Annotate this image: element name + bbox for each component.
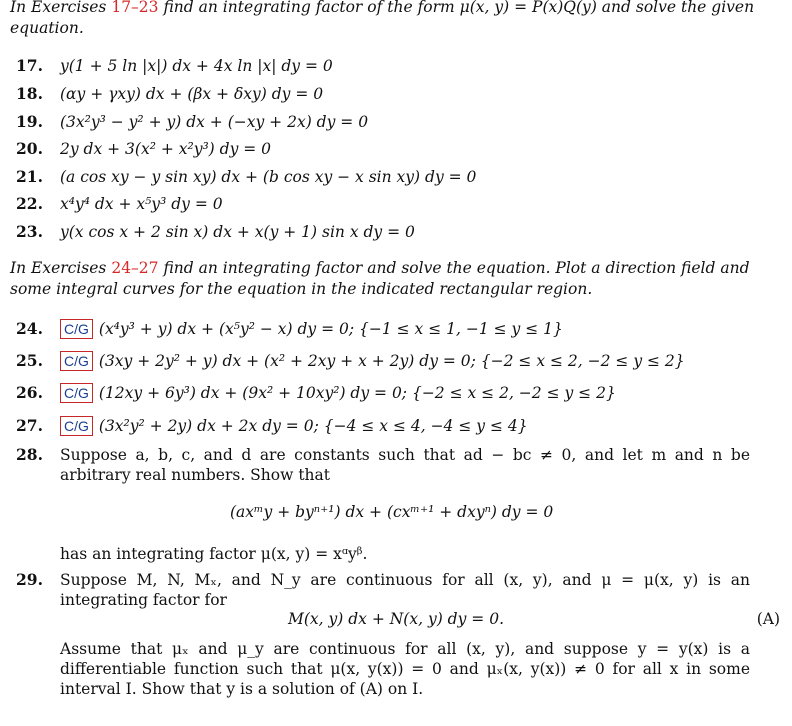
exercise-range-link[interactable]: 24–27	[111, 259, 159, 277]
exercise-equation: (3x²y³ − y² + y) dx + (−xy + 2x) dy = 0	[60, 113, 369, 131]
exercise-number: 24.	[16, 319, 43, 338]
exercise-28-display-equation: (axᵐy + byⁿ⁺¹) dx + (cxᵐ⁺¹ + dxyⁿ) dy = 0	[230, 503, 554, 521]
exercise-equation: 2y dx + 3(x² + x²y³) dy = 0	[60, 140, 272, 158]
exercise-number: 20.	[16, 139, 43, 158]
exercise-number: 23.	[16, 222, 43, 241]
exercise-equation: (αy + γxy) dx + (βx + δxy) dy = 0	[60, 85, 324, 103]
intro-suffix: find an integrating factor and solve the equation. Plot a direction field and some integral curves for the equation in the indicated rectangular region.	[10, 259, 750, 298]
exercise-equation: (3x²y² + 2y) dx + 2x dy = 0; {−4 ≤ x ≤ 4, −4 ≤ y ≤ 4}	[98, 417, 528, 435]
exercise-equation: (x⁴y³ + y) dx + (x⁵y² − x) dy = 0; {−1 ≤ x ≤ 1, −1 ≤ y ≤ 1}	[98, 320, 563, 338]
cg-badge[interactable]: C/G	[60, 351, 93, 371]
exercise-equation: (12xy + 6y³) dx + (9x² + 10xy²) dy = 0; {−2 ≤ x ≤ 2, −2 ≤ y ≤ 2}	[98, 384, 616, 402]
exercise-number: 28.	[16, 445, 43, 464]
exercise-number: 25.	[16, 351, 43, 370]
exercise-text: Suppose a, b, c, and d are constants such that ad − bc ≠ 0, and let m and n be arbitrary real numbers. Show that	[60, 446, 750, 484]
section1-intro	[10, 0, 780, 39]
exercise-number: 21.	[16, 167, 43, 186]
exercise-number: 26.	[16, 383, 43, 402]
exercise-number: 18.	[16, 84, 43, 103]
exercise-equation: y(1 + 5 ln |x|) dx + 4x ln |x| dy = 0	[60, 57, 333, 75]
exercise-equation: (a cos xy − y sin xy) dx + (b cos xy − x sin xy) dy = 0	[60, 168, 477, 186]
intro-suffix: find an integrating factor of the form μ(x, y) = P(x)Q(y) and solve the given equation.	[10, 0, 755, 37]
intro-prefix: In Exercises	[10, 0, 112, 16]
exercise-equation: y(x cos x + 2 sin x) dx + x(y + 1) sin x dy = 0	[60, 223, 415, 241]
exercise-text: Assume that μₓ and μ_y are continuous for all (x, y), and suppose y = y(x) is a differentiable function such that μ(x, y(x)) = 0 and μₓ(x, y(x)) ≠ 0 for all x in some interval I. Show that y is a solution of (A) on I.	[60, 640, 750, 698]
exercise-range-link[interactable]: 17–23	[111, 0, 159, 16]
section2-intro	[10, 258, 780, 300]
exercise-text: Suppose M, N, Mₓ, and N_y are continuous for all (x, y), and μ = μ(x, y) is an integrating factor for	[60, 571, 750, 609]
exercise-number: 19.	[16, 112, 43, 131]
exercise-equation: (3xy + 2y² + y) dx + (x² + 2xy + x + 2y) dy = 0; {−2 ≤ x ≤ 2, −2 ≤ y ≤ 2}	[98, 352, 685, 370]
exercise-equation: x⁴y⁴ dx + x⁵y³ dy = 0	[60, 195, 223, 213]
cg-badge[interactable]: C/G	[60, 416, 93, 436]
cg-badge[interactable]: C/G	[60, 319, 93, 339]
exercise-number: 29.	[16, 570, 43, 589]
equation-tag: (A)	[756, 610, 780, 628]
exercise-number: 22.	[16, 194, 43, 213]
intro-prefix: In Exercises	[10, 259, 112, 277]
exercise-number: 27.	[16, 416, 43, 435]
exercise-text: has an integrating factor μ(x, y) = xᵅyᵝ.	[60, 545, 368, 563]
exercise-number: 17.	[16, 56, 43, 75]
cg-badge[interactable]: C/G	[60, 383, 93, 403]
exercise-29-display-equation: M(x, y) dx + N(x, y) dy = 0.	[288, 610, 504, 628]
